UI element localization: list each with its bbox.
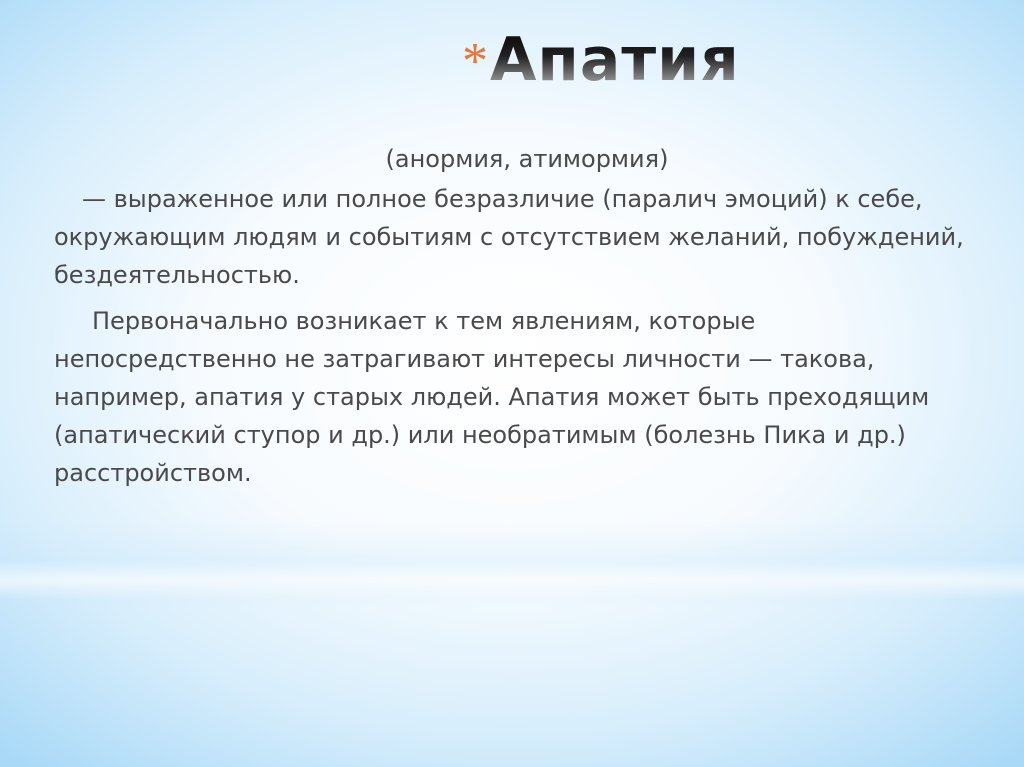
slide-title	[462, 20, 740, 100]
definition-paragraph	[54, 180, 984, 294]
title-text: Апатия	[490, 20, 740, 100]
description-paragraph	[54, 302, 984, 492]
definition-text: — выраженное или полное безразличие (паралич эмоций) к себе, окружающим людям и событиям с отсутствием желаний, побуждений, бездеятельностью.	[54, 185, 964, 289]
subtitle-synonyms: (анормия, атимормия)	[385, 145, 669, 173]
description-text: Первоначально возникает к тем явлениям, которые непосредственно не затрагивают интересы личности — такова, например, апатия у старых людей. Апатия может быть преходящим (апатический ступор и др.) или необратимым (болезнь Пика и др.) расстройством.	[54, 307, 930, 487]
slide-body	[54, 140, 984, 500]
background-light-band	[0, 520, 1024, 610]
title-bullet-asterisk: *	[462, 33, 488, 90]
background-light-band-highlight	[0, 560, 1024, 600]
